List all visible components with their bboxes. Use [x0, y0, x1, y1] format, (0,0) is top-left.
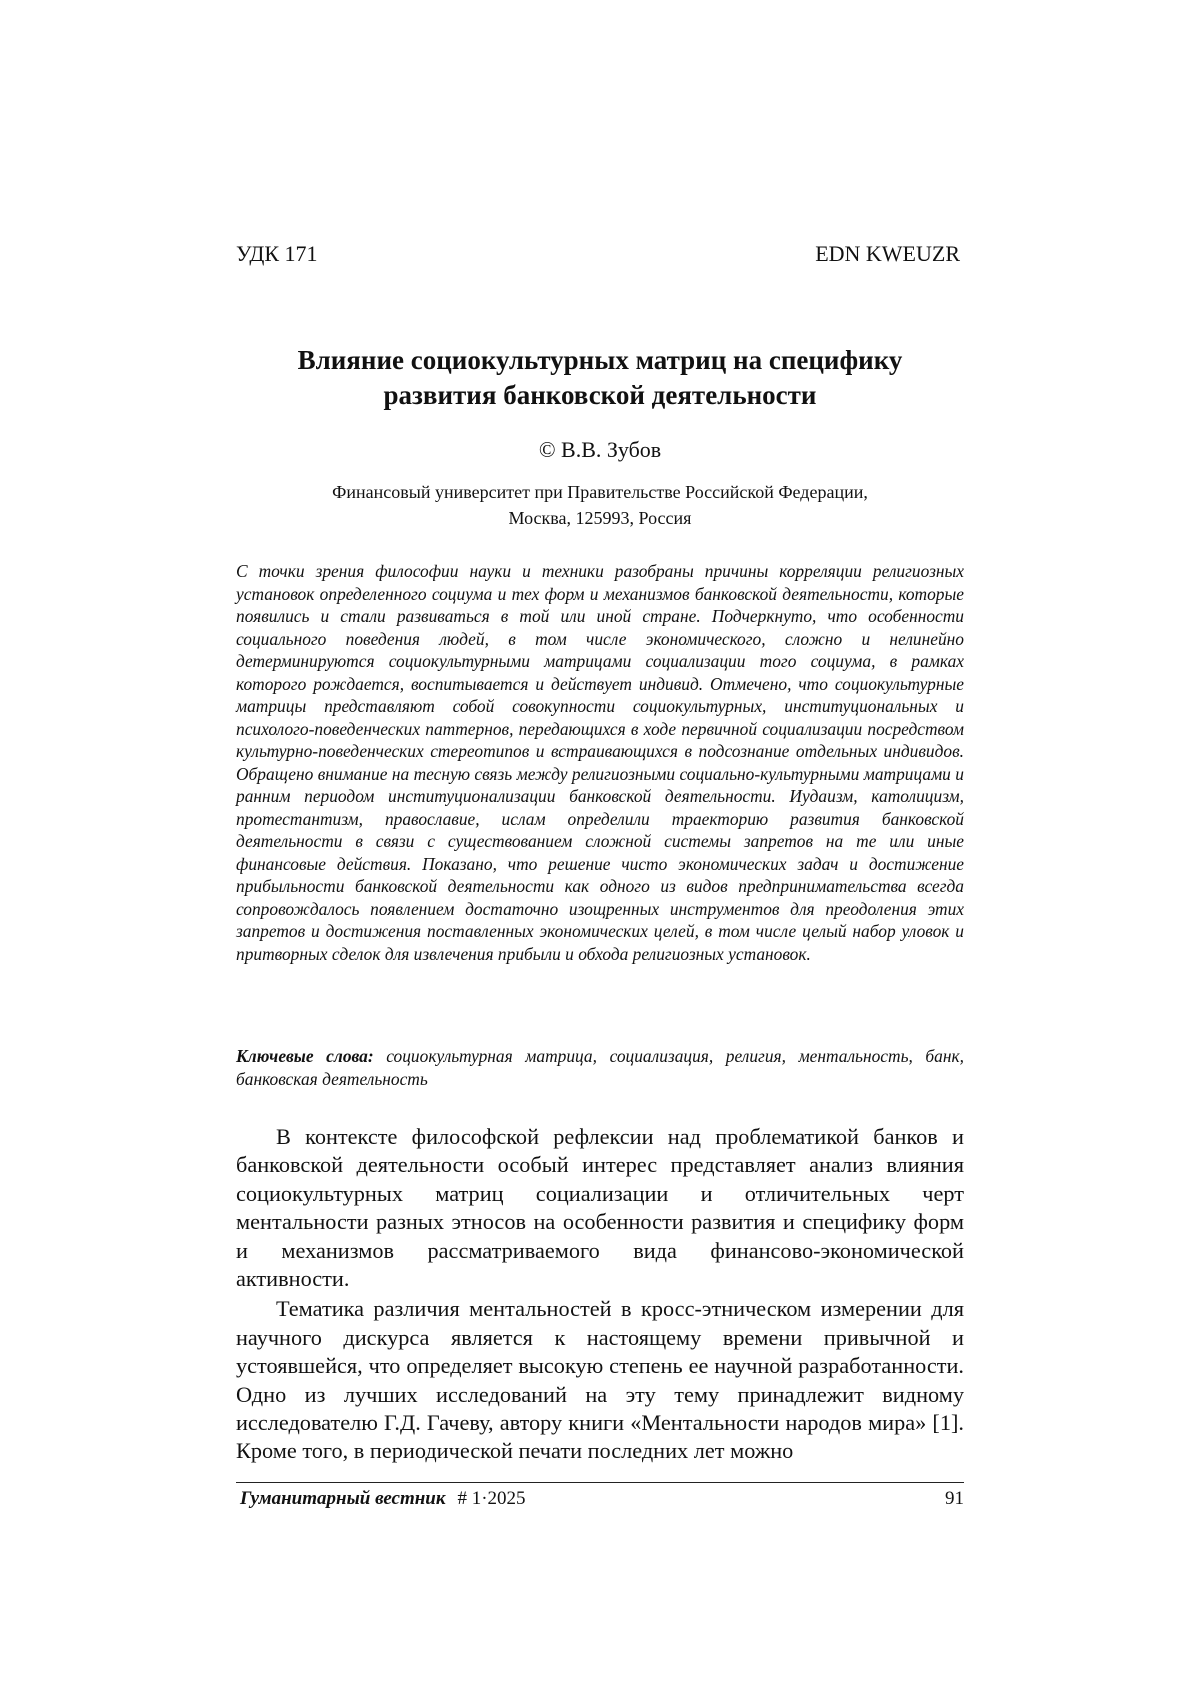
author-line: © В.В. Зубов: [538, 437, 662, 462]
body-paragraph-2: Тематика различия ментальностей в кросс-этническом измерении для научного дискурса является к настоящему времени привычной и устоявшейся, что определяет высокую степень ее научной разработанности. Одно из лучших исследований на эту тему принадлежит видному исследователю Г.Д. Гачеву, автору книги «Ментальности народов мира» [1]. Кроме того, в периодической печати последних лет можно: [236, 1296, 964, 1464]
affiliation-line-2: Москва, 125993, Россия: [508, 508, 692, 528]
affiliation-line-1: Финансовый университет при Правительстве Российской Федерации,: [332, 482, 868, 502]
page-number: 91: [945, 1488, 964, 1509]
keywords: [236, 1045, 964, 1090]
article-title: [236, 343, 964, 413]
footer-divider: [236, 1482, 964, 1483]
article-title-line-2: развития банковской деятельности: [383, 380, 817, 410]
article-body: [236, 1123, 964, 1466]
abstract: [236, 560, 964, 965]
article-title-line-1: Влияние социокультурных матриц на специфику: [297, 345, 903, 375]
abstract-text: С точки зрения философии науки и техники разобраны причины корреляции религиозных установок определенного социума и тех форм и механизмов банковской деятельности, которые появились и стали развиваться в той или иной стране. Подчеркнуто, что особенности социального поведения людей, в том числе экономического, сложно и нелинейно детерминируются социокультурными матрицами социализации того социума, в рамках которого рождается, воспитывается и действует индивид. Отмечено, что социокультурные матрицы представляют собой совокупности социокультурных, институциональных и психолого-поведенческих паттернов, передающихся в ходе первичной социализации посредством культурно-поведенческих стереотипов и встраивающихся в подсознание отдельных индивидов. Обращено внимание на тесную связь между религиозными социально-культурными матрицами и ранним периодом институционализации банковской деятельности. Иудаизм, католицизм, протестантизм, православие, ислам определили траекторию развития банковской деятельности в связи с существованием сложной системы запретов на те или иные финансовые действия. Показано, что решение чисто экономических задач и достижение прибыльности банковской деятельности как одного из видов предпринимательства всегда сопровождалось появлением достаточно изощренных инструментов для преодоления этих запретов и достижения поставленных экономических целей, в том числе целый набор уловок и притворных сделок для извлечения прибыли и обхода религиозных установок.: [236, 561, 964, 964]
body-paragraph-1: В контексте философской рефлексии над проблематикой банков и банковской деятельности особый интерес представляет анализ влияния социокультурных матриц социализации и отличительных черт ментальности разных этносов на особенности развития и специфику форм и механизмов рассматриваемого вида финансово-экономической активности.: [236, 1124, 964, 1292]
issue-number: # 1·2025: [457, 1488, 526, 1509]
edn-code: EDN KWEUZR: [815, 241, 960, 266]
keywords-label: Ключевые слова:: [236, 1046, 374, 1066]
udk-code: УДК 171: [236, 241, 318, 266]
affiliation: [236, 479, 964, 531]
keywords-text: социокультурная матрица, социализация, религия, ментальность, банк, банковская деятельность: [236, 1046, 964, 1089]
journal-name: Гуманитарный вестник: [240, 1488, 446, 1509]
footer-journal: [240, 1486, 526, 1512]
page-footer: [236, 1486, 964, 1512]
